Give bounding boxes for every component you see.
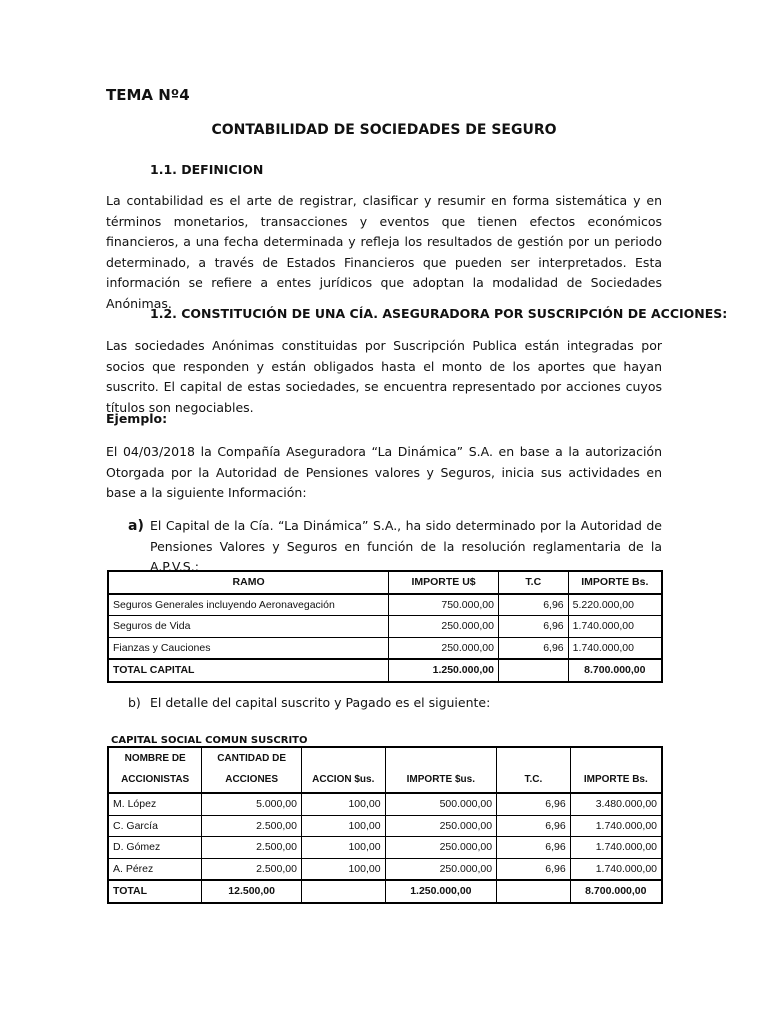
shareholders-table <box>107 746 663 904</box>
table-cell: 3.480.000,00 <box>570 793 662 815</box>
table-cell: 1.250.000,00 <box>389 659 499 682</box>
table-header-row <box>108 747 662 793</box>
table-cell: 1.740.000,00 <box>568 616 662 638</box>
table-cell: Seguros de Vida <box>108 616 389 638</box>
table-cell: C. García <box>108 815 202 837</box>
column-header: T.C. <box>497 747 571 793</box>
table-cell: 1.740.000,00 <box>570 815 662 837</box>
table-total-row <box>108 880 662 903</box>
table-cell: TOTAL CAPITAL <box>108 659 389 682</box>
table-row <box>108 616 662 638</box>
table-cell: 12.500,00 <box>202 880 302 903</box>
table-caption: CAPITAL SOCIAL COMUN SUSCRITO <box>111 735 308 746</box>
section-2-heading: 1.2. CONSTITUCIÓN DE UNA CÍA. ASEGURADORA POR SUSCRIPCIÓN DE ACCIONES: <box>150 306 728 321</box>
column-header: NOMBRE DE ACCIONISTAS <box>108 747 202 793</box>
table-cell: 1.740.000,00 <box>570 858 662 880</box>
table-cell: 750.000,00 <box>389 594 499 616</box>
table-cell: 2.500,00 <box>202 815 302 837</box>
table-cell <box>498 659 568 682</box>
item-b-letter: b) <box>128 695 141 710</box>
table-cell: TOTAL <box>108 880 202 903</box>
section-2-paragraph: Las sociedades Anónimas constituidas por Suscripción Publica están integradas por socios que responden y están obligados hasta el monto de los aportes que hayan suscrito. El capital de estas sociedades, se encuentra representado por acciones cuyos títulos son negociables. <box>106 338 662 415</box>
table-row <box>108 858 662 880</box>
table-total-row <box>108 659 662 682</box>
table-header-row <box>108 571 662 594</box>
table-cell: Fianzas y Cauciones <box>108 637 389 659</box>
item-b-text: El detalle del capital suscrito y Pagado es el siguiente: <box>150 695 491 710</box>
table-cell: 1.740.000,00 <box>568 637 662 659</box>
example-label: Ejemplo: <box>106 411 168 426</box>
table-cell: 250.000,00 <box>389 637 499 659</box>
table-cell: 6,96 <box>498 616 568 638</box>
tema-heading: TEMA Nº4 <box>106 86 190 104</box>
table-cell: 250.000,00 <box>389 616 499 638</box>
table-row <box>108 793 662 815</box>
table-cell: 6,96 <box>497 815 571 837</box>
table-cell: 6,96 <box>498 637 568 659</box>
table-cell: 5.000,00 <box>202 793 302 815</box>
table-cell: 100,00 <box>301 837 385 859</box>
table-cell: 6,96 <box>497 793 571 815</box>
item-a-letter: a) <box>128 518 144 534</box>
table-cell: 500.000,00 <box>385 793 497 815</box>
column-header: IMPORTE U$ <box>389 571 499 594</box>
table-cell: Seguros Generales incluyendo Aeronavegación <box>108 594 389 616</box>
table-cell <box>301 880 385 903</box>
table-cell: A. Pérez <box>108 858 202 880</box>
column-header: T.C <box>498 571 568 594</box>
table-cell: 8.700.000,00 <box>570 880 662 903</box>
table-cell: 1.740.000,00 <box>570 837 662 859</box>
table-cell: 1.250.000,00 <box>385 880 497 903</box>
table-cell: 8.700.000,00 <box>568 659 662 682</box>
document-title: CONTABILIDAD DE SOCIEDADES DE SEGURO <box>211 122 557 138</box>
table-cell: 100,00 <box>301 815 385 837</box>
table-cell: 5.220.000,00 <box>568 594 662 616</box>
table-cell: 100,00 <box>301 793 385 815</box>
table-cell: 250.000,00 <box>385 837 497 859</box>
section-1-paragraph: La contabilidad es el arte de registrar, clasificar y resumir en forma sistemática y en términos monetarios, transacciones y eventos que tienen efectos económicos financieros, a una fecha determinada y refleja los resultados de gestión por un periodo determinado, a través de Estados Financieros que pueden ser interpretados. Esta información se refiere a entes jurídicos que adoptan la modalidad de Sociedades Anónimas. <box>106 193 662 311</box>
column-header: CANTIDAD DE ACCIONES <box>202 747 302 793</box>
column-header: ACCION $us. <box>301 747 385 793</box>
column-header: IMPORTE Bs. <box>570 747 662 793</box>
table-cell: 250.000,00 <box>385 858 497 880</box>
column-header: IMPORTE $us. <box>385 747 497 793</box>
section-1-heading: 1.1. DEFINICION <box>150 162 264 177</box>
item-a-text: El Capital de la Cía. “La Dinámica” S.A., ha sido determinado por la Autoridad de Pensiones Valores y Seguros en función de la resolución reglamentaria de la A.P.V.S.: <box>150 518 662 574</box>
table-cell: D. Gómez <box>108 837 202 859</box>
capital-table <box>107 570 663 683</box>
table-row <box>108 837 662 859</box>
table-cell: 6,96 <box>498 594 568 616</box>
table-cell: 2.500,00 <box>202 837 302 859</box>
table-row <box>108 637 662 659</box>
table-cell: 6,96 <box>497 858 571 880</box>
table-cell <box>497 880 571 903</box>
table-cell: 100,00 <box>301 858 385 880</box>
column-header: RAMO <box>108 571 389 594</box>
table-cell: 250.000,00 <box>385 815 497 837</box>
column-header: IMPORTE Bs. <box>568 571 662 594</box>
table-row <box>108 815 662 837</box>
table-cell: 2.500,00 <box>202 858 302 880</box>
example-intro: El 04/03/2018 la Compañía Aseguradora “La Dinámica” S.A. en base a la autorización Otorgada por la Autoridad de Pensiones valores y Seguros, inicia sus actividades en base a la siguiente Información: <box>106 444 662 500</box>
table-cell: M. López <box>108 793 202 815</box>
table-cell: 6,96 <box>497 837 571 859</box>
table-row <box>108 594 662 616</box>
